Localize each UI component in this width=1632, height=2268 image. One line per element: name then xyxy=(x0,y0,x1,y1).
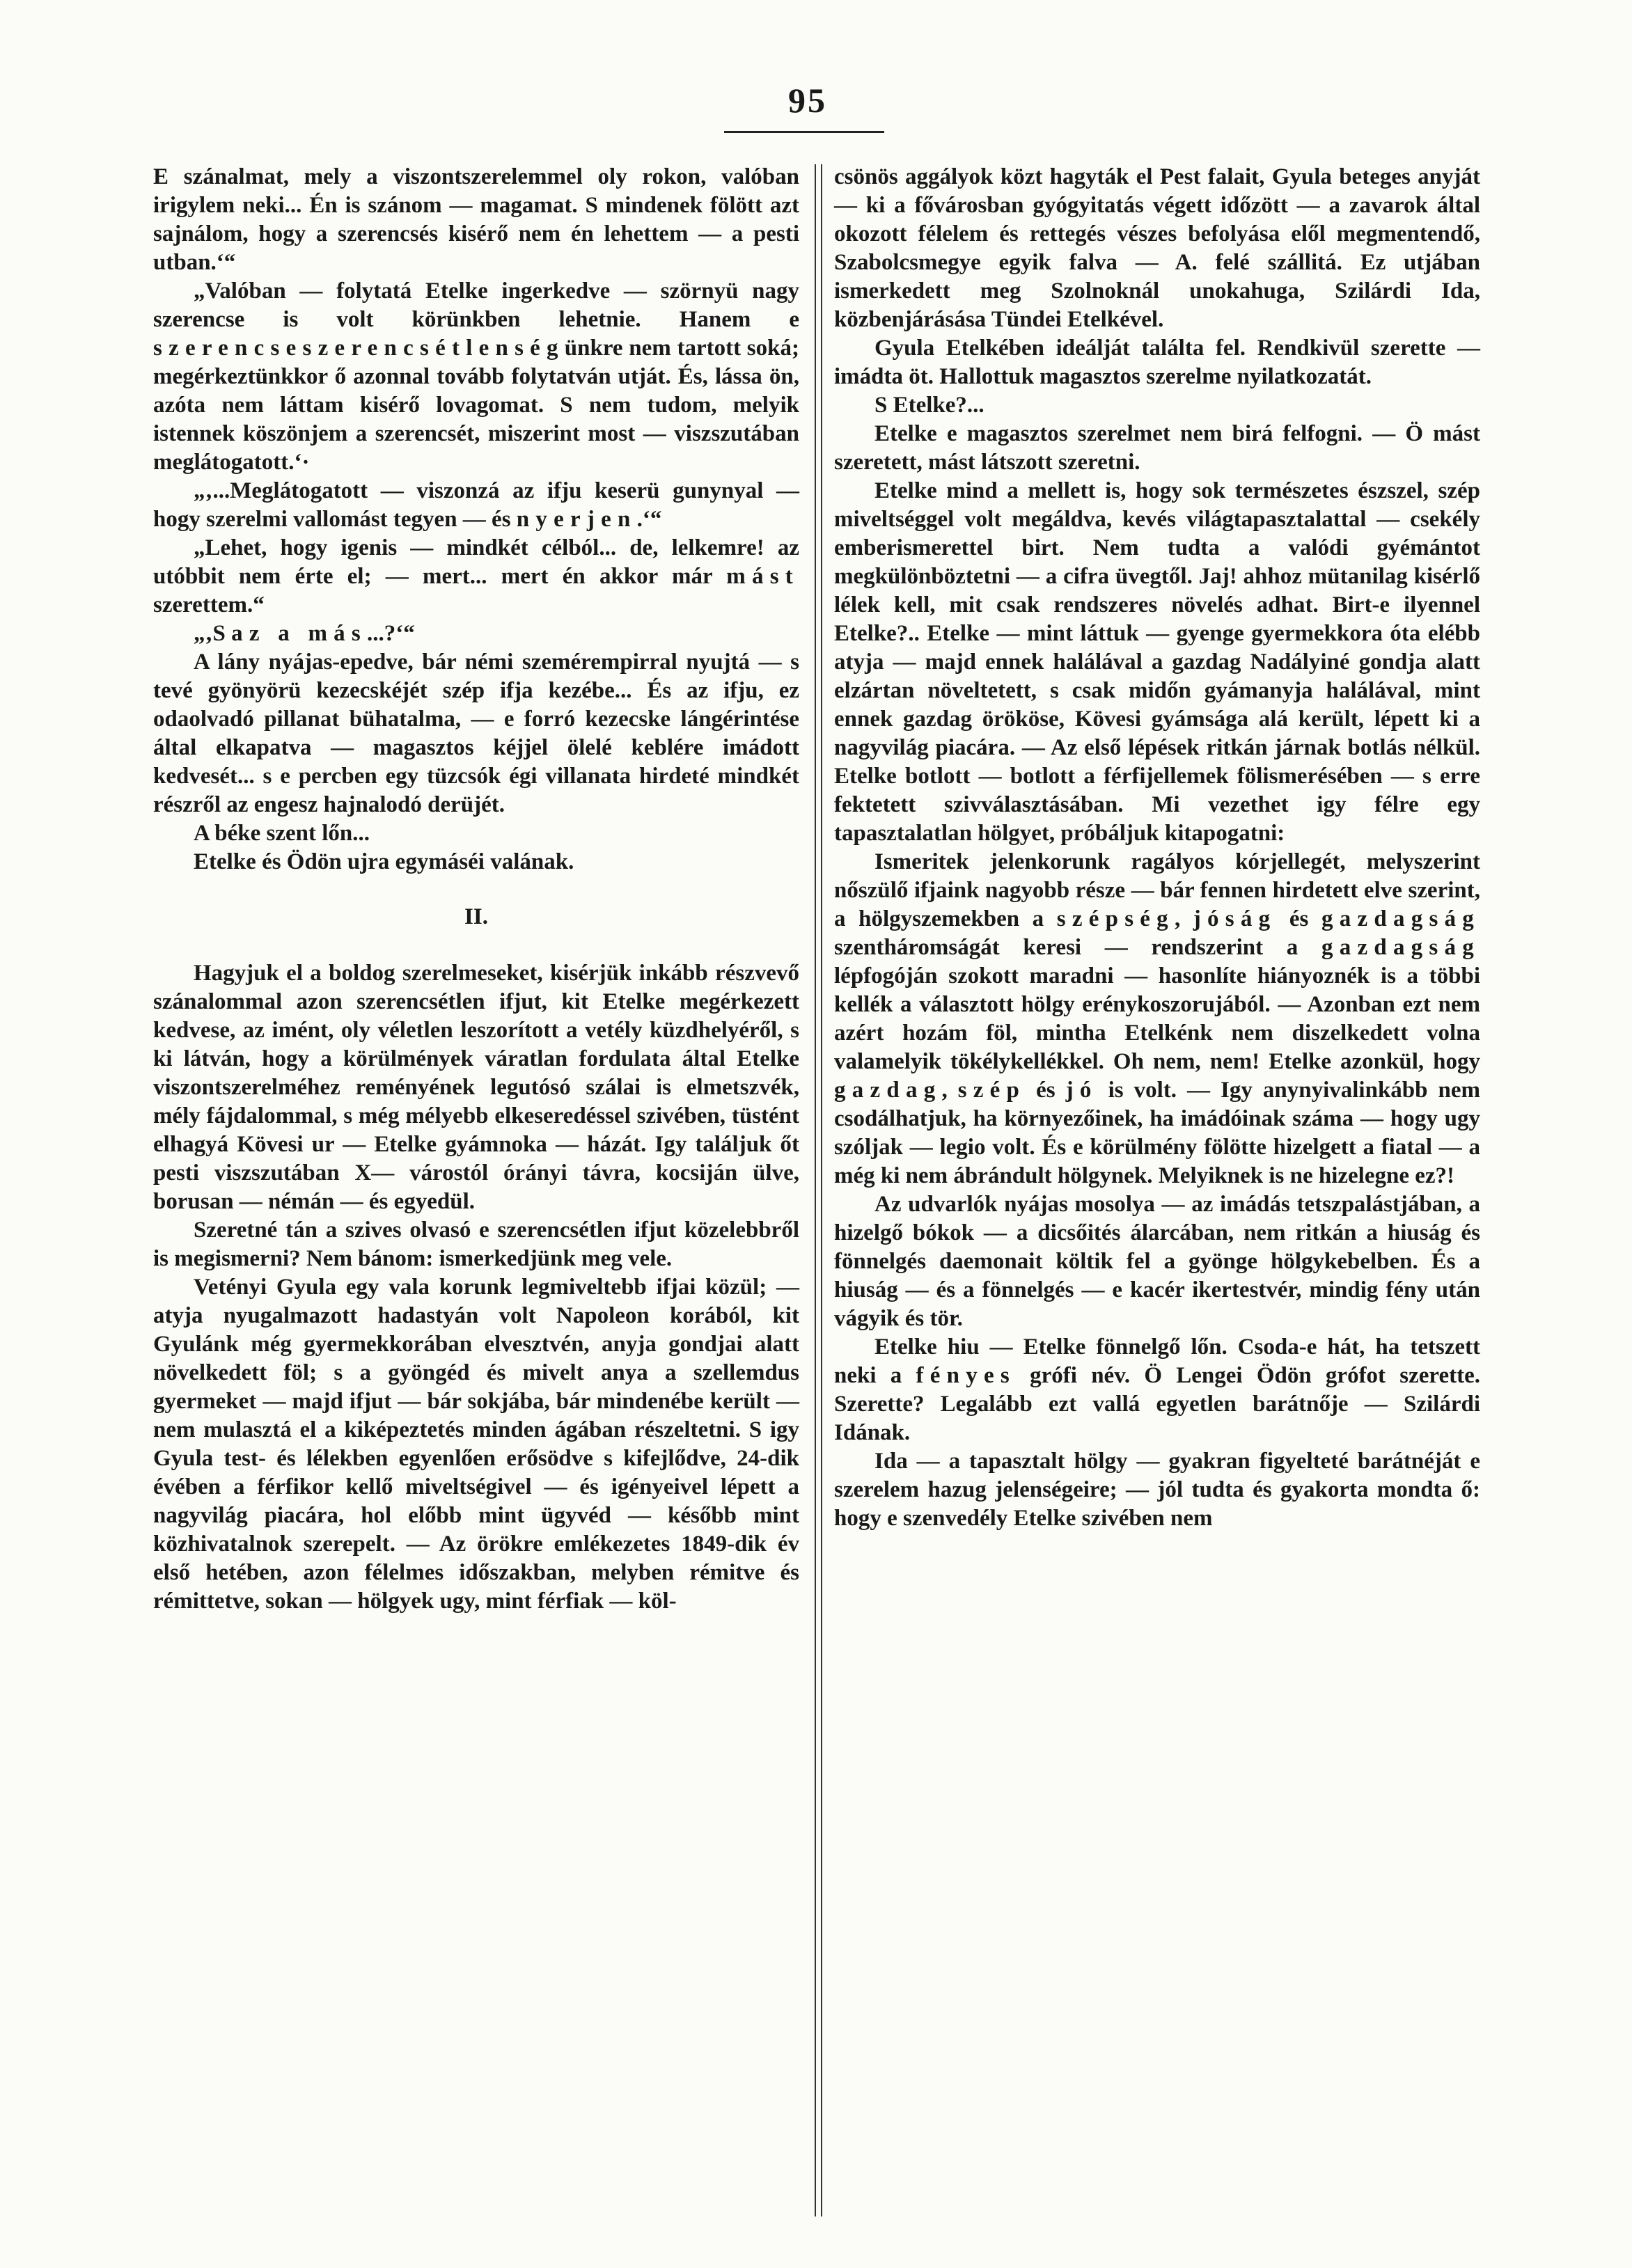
text-run: lépfogóján szokott maradni — hasonlíte hiányoznék is a többi kellék a választott hölgy erénykoszorujából. — Azonban ezt nem azért hozám föl, mintha Etelkénk nem diszelkedett volna valamelyik tökélykellékkel. Oh nem, nem! Etelke azonkül, hogy xyxy=(834,963,1480,1074)
text-run: .‘“ xyxy=(636,507,662,532)
paragraph: E szánalmat, mely a viszontszerelemmel oly rokon, valóban irigylem neki... Én is szánom — magamat. S mindenek fölött azt sajnálom, hogy a szerencsés kisérő nem én lehettem — a pesti utban.‘“ xyxy=(153,164,799,275)
left-column xyxy=(153,163,799,1616)
spaced-text: gazdagság xyxy=(1321,935,1480,960)
spaced-text: jó xyxy=(1065,1078,1098,1103)
text-run: ünkre nem tartott soká; megérkeztünkkor ő azonnal tovább folytatván utját. És, lássa ön, azóta nem láttam kisérő lovagomat. S nem tudom, melyik istennek köszönjem a szerencsét, miszerint most — viszszutában meglátogatott.‘· xyxy=(153,336,799,475)
paragraph: Etelke e magasztos szerelmet nem birá felfogni. — Ö mást szeretett, mást látszott szeretni. xyxy=(834,421,1480,475)
paragraph: S Etelke?... xyxy=(874,393,984,418)
text-run: és xyxy=(1026,1078,1066,1103)
paragraph: Az udvarlók nyájas mosolya — az imádás tetszpalástjában, a hizelgő bókok — a dicsőités álarcában, nem ritkán a hiuság és fönnelgés daemonait költik fel a gyönge hölgykebelben. És a hiuság — és a fönnelgés — e kacér ikertestvér, mindig fény után vágyik és tör. xyxy=(834,1192,1480,1331)
text-run: , xyxy=(1174,906,1193,931)
text-run: Etelke hiu — Etelke fönnelgő lőn. Csoda-e hát, ha tetszett neki a xyxy=(834,1334,1480,1388)
text-run: „Valóban — folytatá Etelke ingerkedve — szörnyü nagy szerencse is volt körünkben lehetnie. Hanem e xyxy=(153,278,799,332)
paragraph xyxy=(153,534,799,620)
text-run: „‚...Meglátogatott — viszonzá az ifju keserü gunynyal — hogy szerelmi vallomást tegyen — és xyxy=(153,478,799,532)
paragraph: Hagyjuk el a boldog szerelmeseket, kisérjük inkább részvevő szánalommal azon szerencsétlen ifjut, kit Etelke megérkezett kedvese, az imént, oly véletlen leszorított a vetély küzdhelyéről, s ki látván, hogy a körülmények váratlan fordulata által Etelke viszontszerelméhez reményének legutósó szálai is elmetszvék, mély fájdalommal, s még mélyebb elkeseredéssel szivében, tüstént elhagyá Kövesi ur — Etelke gyámnoka — házát. Igy találjuk őt pesti viszszutában X— várostól órányi távra, kocsiján ülve, borusan — némán — és egyedül. xyxy=(153,961,799,1214)
spaced-text: mást xyxy=(726,564,799,589)
text-run: , xyxy=(941,1078,958,1103)
spaced-text: szerencseszerencsétlenség xyxy=(153,336,565,361)
spaced-text: az a más xyxy=(231,621,367,646)
paragraph: A lány nyájas-epedve, bár némi szemérempirral nyujtá — s tevé gyönyörü kezecskéjét szép ifja kezébe... És az ifju, ez odaolvadó pillanat bühatalma, — e forró kezecske lángérintése által elkapatva — magasztos kéjjel ölelé keblére imádott kedvesét... s e percben egy tüzcsók égi villanata hirdeté mindkét részről az engesz hajnalodó derüjét. xyxy=(153,649,799,817)
paragraph: Etelke és Ödön ujra egymáséi valának. xyxy=(194,849,574,874)
paragraph: csönös aggályok közt hagyták el Pest falait, Gyula beteges anyját — ki a fővárosban gyógyitatás végett időzött — a zavarok által okozott félelem és rettegés vészes befolyása elől megmentendő, Szabolcsmegye egyik falva — A. felé szállitá. Ez utjában ismerkedett meg Szolnoknál unokahuga, Szilárdi Ida, közbenjárásása Tündei Etelkével. xyxy=(834,164,1480,332)
text-run: „Lehet, hogy igenis — mindkét célból... de, lelkemre! az utóbbit nem érte el; — mert... mert én akkor már xyxy=(153,535,799,589)
column-divider xyxy=(815,164,822,2216)
spaced-text: szép xyxy=(957,1078,1026,1103)
text-run: Ismeritek jelenkorunk ragályos kórjellegét, melyszerint nőszülő ifjaink nagyobb része — bár fennen hirdetett elve szerint, a hölgyszemekben a xyxy=(834,849,1480,931)
text-run: „‚S xyxy=(194,621,232,646)
spaced-text: gazdagság xyxy=(1321,906,1481,931)
paragraph xyxy=(153,477,799,534)
right-column xyxy=(834,163,1480,1533)
paragraph: Szeretné tán a szives olvasó e szerencsétlen ifjut közelebbről is megismerni? Nem bánom: ismerkedjünk meg vele. xyxy=(153,1218,799,1271)
paragraph: Etelke mind a mellett is, hogy sok természetes észszel, szép miveltséggel volt megáldva, kevés világtapasztalattal — csekély emberismerettel birt. Nem tudta a valódi gyémántot megkülönböztetni — a cifra üvegtől. Jaj! ahhoz mütanilag kisérlő lélek kell, mit csak rendszeres növelés adhat. Birt-e ilyennel Etelke?.. Etelke — mint láttuk — gyenge gyermekkora óta elébb atyja — majd ennek halálával a gazdag Nadályiné gondja alatt elzártan növeltetett, s csak midőn gyámanyja halálával, mint ennek gazdag örököse, Kövesi gyámsága alá került, lépett ki a nagyvilág piacára. — Az első lépések ritkán járnak botlás nélkül. Etelke botlott — botlott a férfijellemek fölismerésében — s erre fektetett szivválasztásában. Mi vezethet igy félre egy tapasztalatlan hölgyet, próbáljuk kitapogatni: xyxy=(834,478,1480,846)
paragraph: Vetényi Gyula egy vala korunk legmiveltebb ifjai közül; — atyja nyugalmazott hadastyán volt Napoleon korából, kit Gyulánk még gyermekkorában elvesztvén, anyja gondjai alatt növelkedett föl; s a gyöngéd és mivelt anya a szellemdus gyermeket — majd ifjut — bár sokjába, bár mindenébe került — nem mulasztá el a kiképeztetés minden ágában részeltetni. S igy Gyula test- és lélekben egyenlően erősödve s kifejlődve, 24-dik évében a férfikor kellő miveltségivel — és igényeivel lépett a nagyvilág piacára, hol előbb mint ügyvéd — később mint közhivatalnok szerepelt. — Az örökre emlékezetes 1849-dik év első hetében, azon félelmes időszakban, melyben rémitve és rémittetve, sokan — hölgyek ugy, mint férfiak — köl- xyxy=(153,1275,799,1614)
text-run: szerettem.“ xyxy=(153,592,265,617)
section-heading: II. xyxy=(464,904,488,929)
paragraph: Gyula Etelkében ideálját találta fel. Rendkivül szerette — imádta öt. Hallottuk magasztos szerelme nyilatkozatát. xyxy=(834,336,1480,389)
paragraph xyxy=(834,848,1480,1190)
text-run: is volt. — Igy anynyivalinkább nem csodálhatjuk, ha környezőinek, ha imádóinak száma — hogy ugy szóljak — legio volt. És e körülmény fölötte hizelgett a fiatal — a még ki nem ábrándult hölgynek. Melyiknek is ne hizelegne ez?! xyxy=(834,1078,1481,1188)
paragraph: Ida — a tapasztalt hölgy — gyakran figyelteté barátnéját e szerelem hazug jelenségeire; — jól tudta és gyakorta mondta ő: hogy e szenvedély Etelke szivében nem xyxy=(834,1449,1480,1531)
paragraph xyxy=(153,620,799,648)
spaced-text: nyerjen xyxy=(516,507,637,532)
spaced-text: szépség xyxy=(1056,906,1175,931)
spaced-text: jóság xyxy=(1193,906,1277,931)
spaced-text: gazdag xyxy=(834,1078,942,1103)
paragraph xyxy=(153,277,799,477)
header-rule xyxy=(724,131,884,133)
text-run: szentháromságát keresi — rendszerint a xyxy=(834,935,1321,960)
spaced-text: fényes xyxy=(916,1363,1016,1388)
text-run: és xyxy=(1276,906,1321,931)
text-run: grófi név. Ö Lengei Ödön grófot szerette. Szerette? Legalább ezt vallá egyetlen barátnője — Szilárdi Idának. xyxy=(834,1363,1480,1445)
page-number: 95 xyxy=(788,81,827,120)
paragraph: A béke szent lőn... xyxy=(194,821,370,846)
text-run: ...?‘“ xyxy=(367,621,415,646)
paragraph xyxy=(834,1333,1480,1447)
